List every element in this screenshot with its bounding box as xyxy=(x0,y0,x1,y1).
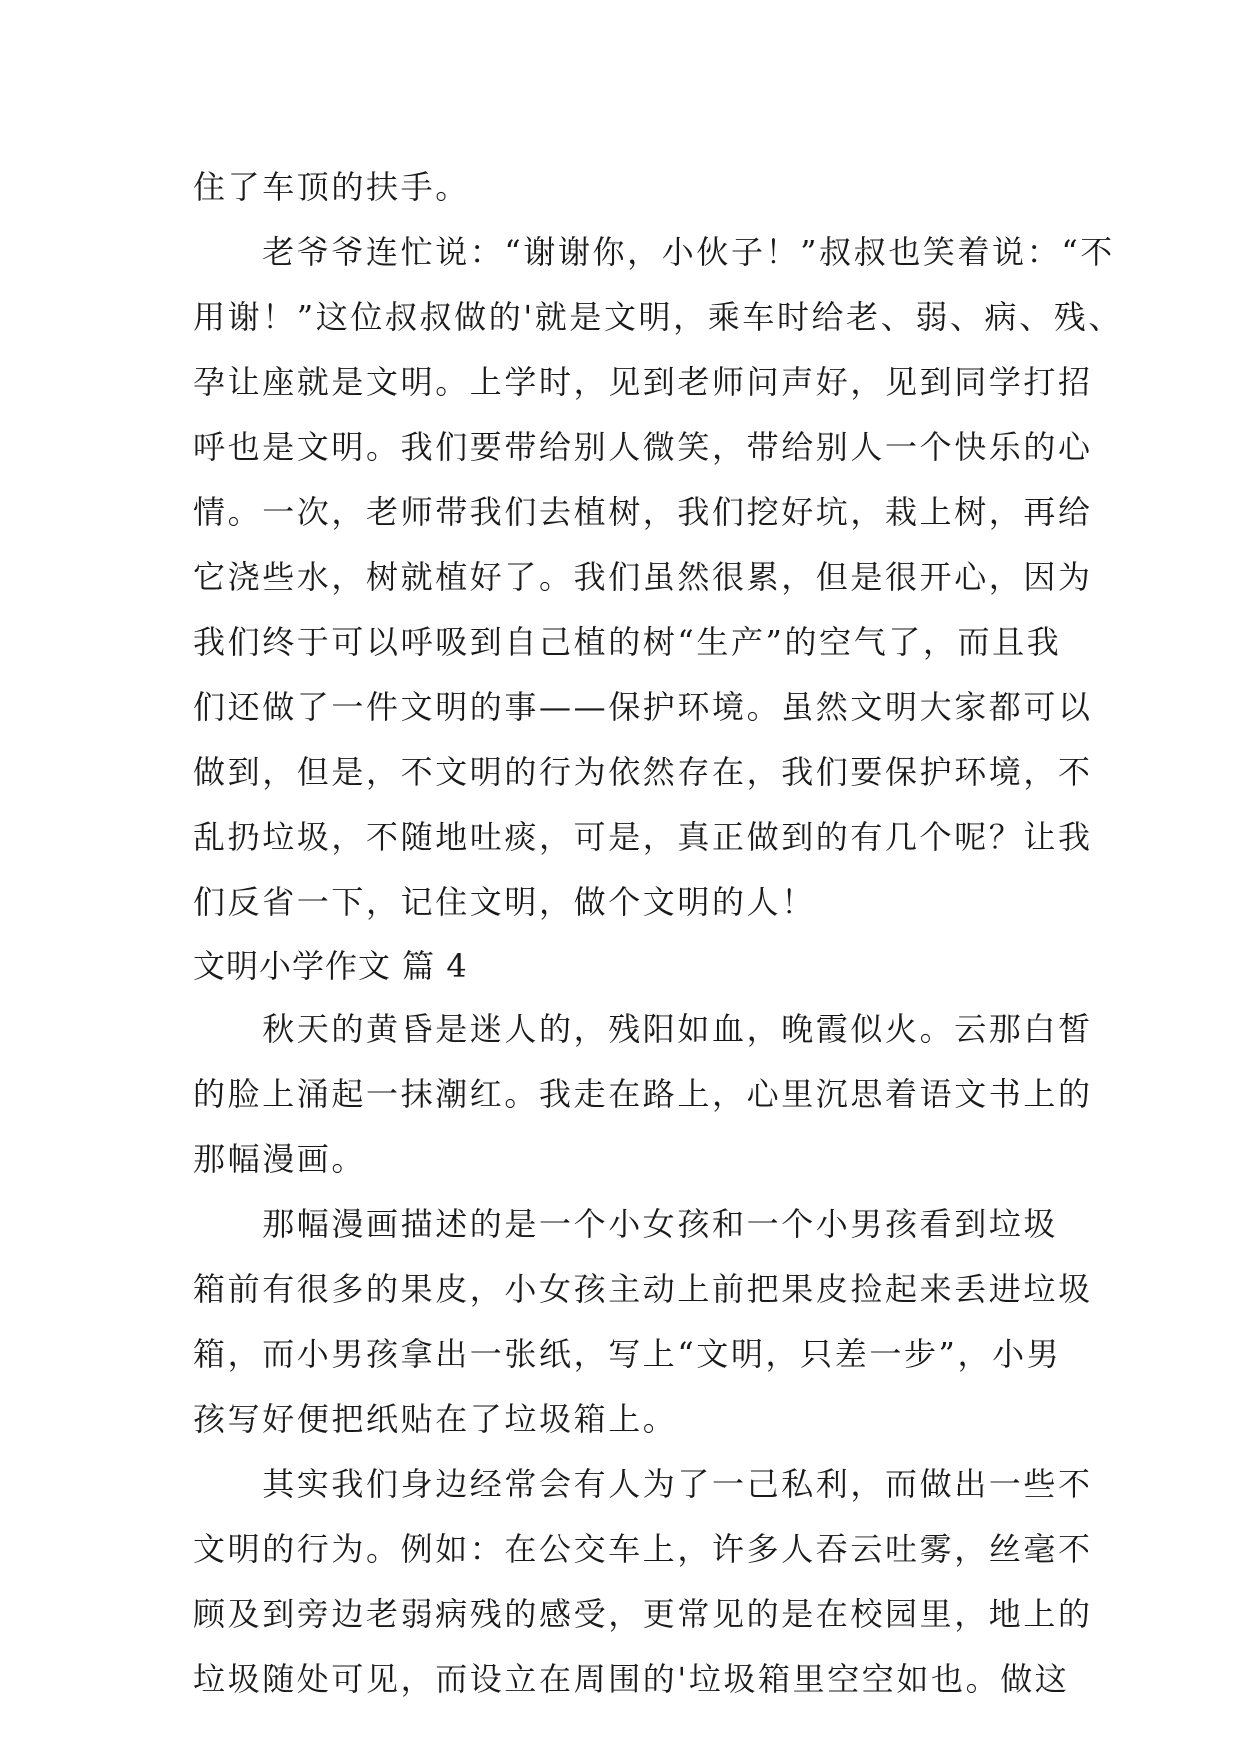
text-line: 用谢！”这位叔叔做的'就是文明，乘车时给老、弱、病、残、 xyxy=(193,298,1123,336)
text-line: 情。一次，老师带我们去植树，我们挖好坑，栽上树，再给 xyxy=(193,493,1093,531)
text-line: 文明的行为。例如：在公交车上，许多人吞云吐雾，丝毫不 xyxy=(193,1530,1093,1568)
text-line: 箱前有很多的果皮，小女孩主动上前把果皮捡起来丢进垃圾 xyxy=(193,1270,1093,1308)
text-line: 顾及到旁边老弱病残的感受，更常见的是在校园里，地上的 xyxy=(193,1595,1093,1633)
text-line: 孩写好便把纸贴在了垃圾箱上。 xyxy=(193,1400,678,1438)
text-line: 孕让座就是文明。上学时，见到老师问声好，见到同学打招 xyxy=(193,363,1093,401)
section-heading: 文明小学作文 篇 4 xyxy=(193,947,468,985)
text-line: 秋天的黄昏是迷人的，残阳如血，晚霞似火。云那白皙 xyxy=(193,1010,1093,1048)
text-line: 呼也是文明。我们要带给别人微笑，带给别人一个快乐的心 xyxy=(193,428,1093,466)
text-line: 的脸上涌起一抹潮红。我走在路上，心里沉思着语文书上的 xyxy=(193,1075,1093,1113)
text-line: 那幅漫画。 xyxy=(193,1140,367,1178)
text-line: 它浇些水，树就植好了。我们虽然很累，但是很开心，因为 xyxy=(193,558,1093,596)
document-body xyxy=(193,155,1123,1712)
text-line: 我们终于可以呼吸到自己植的树“生产”的空气了，而且我 xyxy=(193,623,1062,661)
text-line: 箱，而小男孩拿出一张纸，写上“文明，只差一步”，小男 xyxy=(193,1335,1062,1373)
text-line: 乱扔垃圾，不随地吐痰，可是，真正做到的有几个呢？让我 xyxy=(193,818,1093,856)
text-line: 老爷爷连忙说：“谢谢你，小伙子！”叔叔也笑着说：“不 xyxy=(193,233,1115,271)
text-line: 住了车顶的扶手。 xyxy=(193,168,470,206)
text-line: 做到，但是，不文明的行为依然存在，我们要保护环境，不 xyxy=(193,753,1093,791)
text-line: 们还做了一件文明的事——保护环境。虽然文明大家都可以 xyxy=(193,688,1093,726)
text-line: 那幅漫画描述的是一个小女孩和一个小男孩看到垃圾 xyxy=(193,1205,1059,1243)
text-line: 垃圾随处可见，而设立在周围的'垃圾箱里空空如也。做这 xyxy=(193,1660,1070,1698)
text-line: 们反省一下，记住文明，做个文明的人！ xyxy=(193,883,816,921)
text-line: 其实我们身边经常会有人为了一己私利，而做出一些不 xyxy=(193,1465,1093,1503)
